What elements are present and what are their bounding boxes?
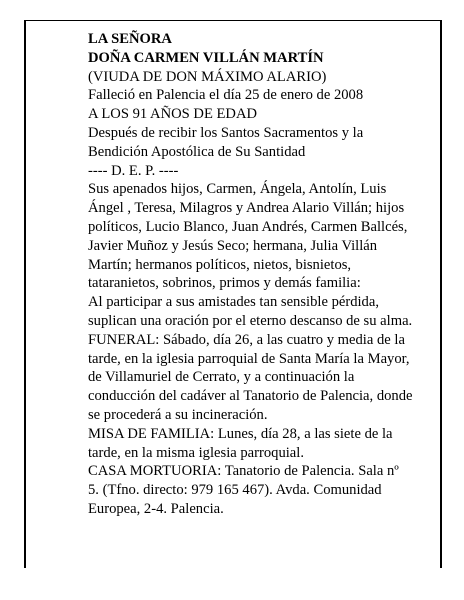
sacraments-line-1: Después de recibir los Santos Sacramentos y la [88,124,364,141]
mortuary-line-1: CASA MORTUORIA: Tanatorio de Palencia. Sala nº [88,463,399,480]
death-date-line: Falleció en Palencia el día 25 de enero de 2008 [88,87,364,104]
family-line-5: Martín; hermanos políticos, nietos, bisnietos, [88,256,352,273]
request-line-2: suplican una oración por el eterno descanso de su alma. [88,312,413,329]
obituary-notice [88,30,438,519]
family-line-3: políticos, Lucio Blanco, Juan Andrés, Carmen Ballcés, [88,218,408,235]
deceased-name: DOÑA CARMEN VILLÁN MARTÍN [88,49,324,66]
mass-line-1: MISA DE FAMILIA: Lunes, día 28, a las siete de la [88,425,393,442]
notice-title: LA SEÑORA [88,31,172,47]
sacraments-line-2: Bendición Apostólica de Su Santidad [88,143,306,160]
family-line-1: Sus apenados hijos, Carmen, Ángela, Antolín, Luis [88,181,387,198]
family-line-4: Javier Muñoz y Jesús Seco; hermana, Julia Villán [88,237,378,254]
funeral-line-2: tarde, en la iglesia parroquial de Santa María la Mayor, [88,350,410,367]
funeral-line-1: FUNERAL: Sábado, día 26, a las cuatro y media de la [88,331,405,348]
funeral-line-3: de Villamuriel de Cerrato, y a continuación la [88,369,355,386]
widow-of-line: (VIUDA DE DON MÁXIMO ALARIO) [88,68,327,85]
age-line: A LOS 91 AÑOS DE EDAD [88,106,258,123]
funeral-line-5: se procederá a su incineración. [88,406,268,423]
rip-line: ---- D. E. P. ---- [88,162,179,179]
family-line-6: tataranietos, sobrinos, primos y demás familia: [88,275,361,292]
request-line-1: Al participar a sus amistades tan sensible pérdida, [88,294,379,311]
mortuary-line-2: 5. (Tfno. directo: 979 165 467). Avda. Comunidad [88,482,382,499]
funeral-line-4: conducción del cadáver al Tanatorio de Palencia, donde [88,388,413,405]
family-line-2: Ángel , Teresa, Milagros y Andrea Alario Villán; hijos [88,200,405,217]
mortuary-line-3: Europea, 2-4. Palencia. [88,500,224,517]
mass-line-2: tarde, en la misma iglesia parroquial. [88,444,304,461]
